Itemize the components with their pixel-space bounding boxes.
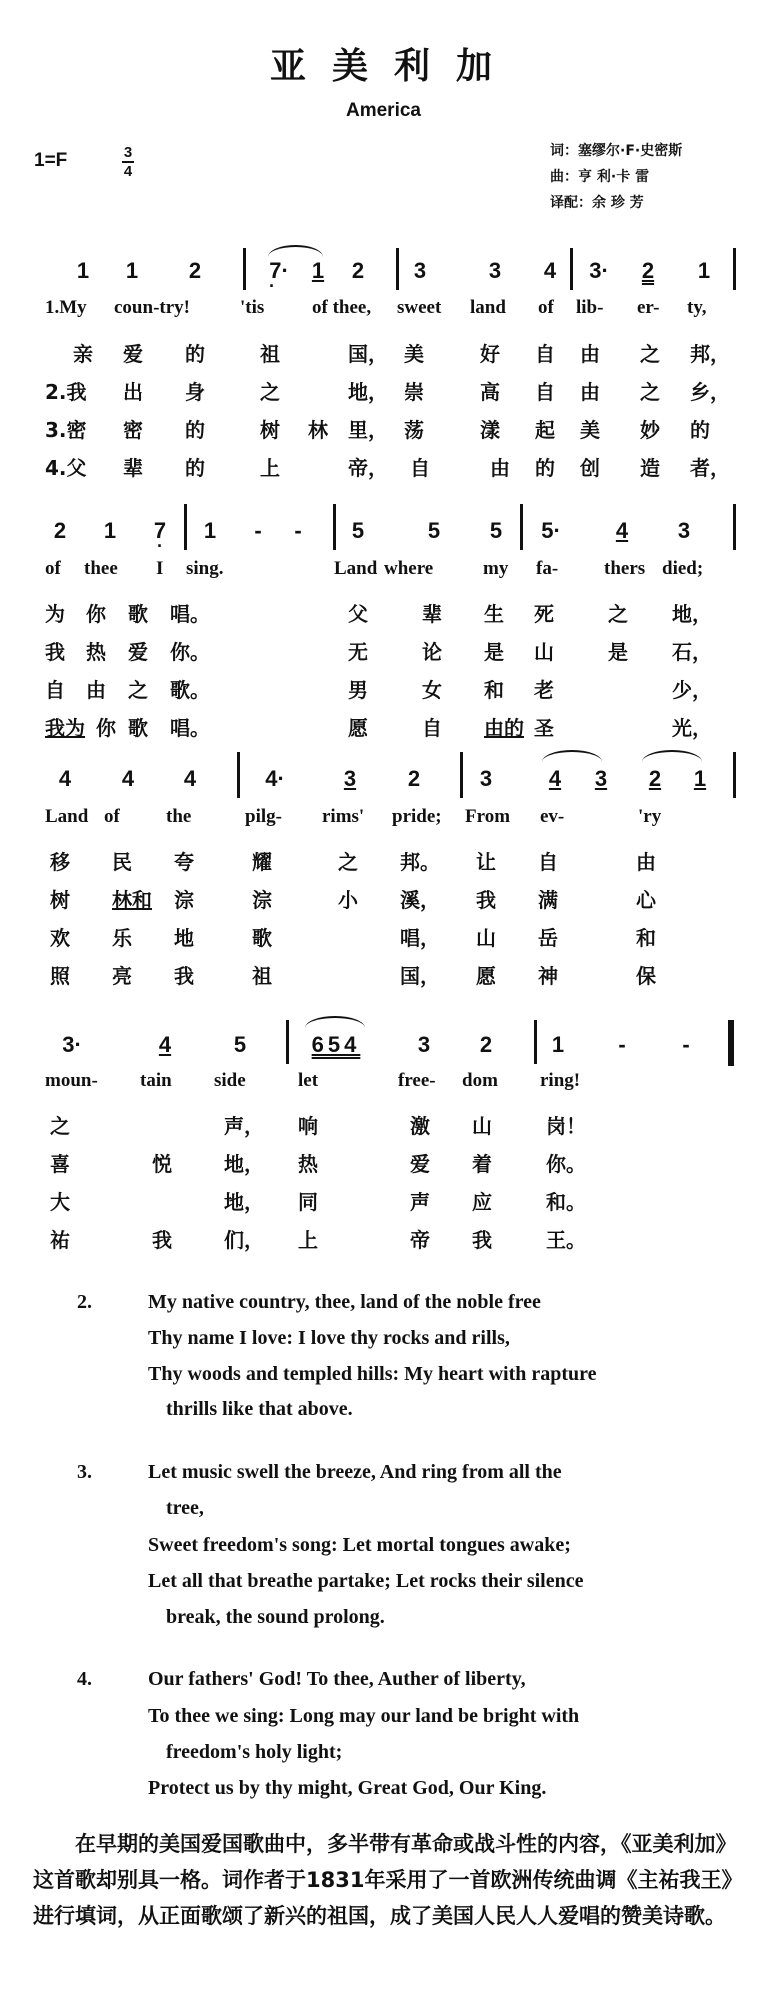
lyric-cn: 我 bbox=[152, 1228, 172, 1252]
lyric-cn: 邦。 bbox=[400, 850, 440, 874]
lyric-en: lib- bbox=[576, 297, 604, 318]
lyric-cn: 圣 bbox=[534, 716, 554, 740]
lyric-cn: 由 bbox=[580, 380, 600, 404]
lyric-en: 'tis bbox=[240, 297, 265, 318]
lyric-cn: 地 bbox=[174, 926, 194, 950]
lyric-cn: 悦 bbox=[152, 1152, 172, 1176]
verse-line: To thee we sing: Long may our land be bright with bbox=[148, 1705, 580, 1727]
note: 654 bbox=[311, 1032, 361, 1057]
lyric-cn: 无 bbox=[348, 640, 368, 664]
lyric-cn: 上 bbox=[298, 1228, 318, 1252]
lyric-cn: 地， bbox=[672, 602, 712, 626]
note: 1 bbox=[76, 258, 90, 283]
lyric-cn: 和 bbox=[484, 678, 504, 702]
lyric-cn: 愿 bbox=[476, 964, 496, 988]
lyric-cn: 邦， bbox=[690, 342, 730, 366]
lyric-cn: 民 bbox=[112, 850, 132, 874]
lyric-cn: 淙 bbox=[252, 888, 272, 912]
note: 3 bbox=[594, 766, 608, 791]
translator-credit: 译配：余 珍 芳 bbox=[550, 195, 644, 211]
note: 2 bbox=[53, 518, 67, 543]
lyric-cn: 乡， bbox=[690, 380, 730, 404]
note: 2 bbox=[641, 258, 655, 283]
lyric-cn: 唱。 bbox=[170, 716, 210, 740]
lyric-cn: 老 bbox=[534, 678, 554, 702]
note: 3 bbox=[488, 258, 502, 283]
lyric-cn: 林 bbox=[308, 418, 328, 442]
lyric-cn: 论 bbox=[422, 640, 442, 664]
lyric-en: ty, bbox=[687, 297, 707, 318]
verse-line: Protect us by thy might, Great God, Our King. bbox=[148, 1777, 547, 1799]
lyric-cn: 漾 bbox=[480, 418, 500, 442]
lyric-cn: 2.我 bbox=[45, 380, 87, 404]
lyric-cn: 帝 bbox=[410, 1228, 430, 1252]
lyric-cn: 小 bbox=[338, 888, 358, 912]
note: 4· bbox=[265, 766, 285, 791]
lyric-cn: 帝， bbox=[348, 456, 388, 480]
lyric-en: 'ry bbox=[638, 806, 662, 827]
lyric-en: Land bbox=[45, 806, 89, 827]
composer-credit: 曲：亨 利·卡 雷 bbox=[550, 169, 650, 185]
time-signature: 3 4 bbox=[123, 144, 133, 180]
lyric-en: let bbox=[298, 1070, 319, 1091]
lyric-en: moun- bbox=[45, 1070, 98, 1091]
lyric-cn: 山 bbox=[534, 640, 554, 664]
note: 5 bbox=[233, 1032, 247, 1057]
lyric-cn: 山 bbox=[476, 926, 496, 950]
lyric-cn: 由 bbox=[86, 678, 106, 702]
final-barline bbox=[728, 1020, 734, 1066]
note: 7· · bbox=[262, 258, 296, 284]
lyric-cn: 激 bbox=[410, 1114, 430, 1138]
lyric-cn: 唱。 bbox=[170, 602, 210, 626]
lyric-en: From bbox=[465, 806, 511, 827]
lyric-cn: 响 bbox=[298, 1114, 318, 1138]
note: 4 bbox=[183, 766, 197, 791]
lyric-cn: 耀 bbox=[252, 850, 272, 874]
lyric-en: thee bbox=[84, 558, 118, 579]
lyric-cn: 王。 bbox=[546, 1228, 586, 1252]
lyric-en: the bbox=[166, 806, 192, 827]
lyric-cn: 的 bbox=[690, 418, 710, 442]
lyric-cn: 由的 bbox=[484, 716, 524, 740]
lyric-cn: 夸 bbox=[174, 850, 194, 874]
note: 4 bbox=[548, 766, 562, 791]
lyric-cn: 我 bbox=[476, 888, 496, 912]
lyric-cn: 照 bbox=[50, 964, 70, 988]
lyric-cn: 荡 bbox=[404, 418, 424, 442]
lyric-cn: 3.密 bbox=[45, 418, 87, 442]
lyric-en: sing. bbox=[186, 558, 224, 579]
lyric-en: of bbox=[104, 806, 120, 827]
song-title-english: America bbox=[346, 100, 421, 121]
lyric-cn: 神 bbox=[538, 964, 558, 988]
lyric-cn: 唱， bbox=[400, 926, 440, 950]
lyric-cn: 应 bbox=[472, 1190, 492, 1214]
lyric-cn: 喜 bbox=[50, 1152, 70, 1176]
verse-line: thrills like that above. bbox=[166, 1398, 353, 1420]
lyric-en: thers bbox=[604, 558, 646, 579]
lyric-cn: 爱 bbox=[410, 1152, 430, 1176]
note: 4 bbox=[543, 258, 557, 283]
note: 2 bbox=[351, 258, 365, 283]
lyric-en: ev- bbox=[540, 806, 565, 827]
lyric-cn: 是 bbox=[608, 640, 628, 664]
note: 5 bbox=[351, 518, 365, 543]
note: 4 bbox=[615, 518, 629, 543]
lyric-cn: 歌 bbox=[128, 602, 148, 626]
lyric-cn: 保 bbox=[636, 964, 656, 988]
lyric-en: fa- bbox=[536, 558, 559, 579]
lyric-cn: 身 bbox=[185, 380, 205, 404]
rest-dash: - bbox=[294, 518, 302, 543]
lyric-cn: 愿 bbox=[348, 716, 368, 740]
lyric-cn: 爱 bbox=[128, 640, 148, 664]
lyric-cn: 自 bbox=[422, 716, 442, 740]
song-description: 在早期的美国爱国歌曲中，多半带有革命或战斗性的内容，《亚美利加》这首歌却别具一格。词作者于1831年采用了一首欧洲传统曲调《主祐我王》进行填词，从正面歌颂了新兴的祖国，成了美国人民人人爱唱的赞美诗歌。 bbox=[33, 1832, 743, 1928]
lyric-en: land bbox=[470, 297, 506, 318]
verse-line: tree, bbox=[166, 1497, 204, 1519]
note: 4 bbox=[58, 766, 72, 791]
lyric-cn: 大 bbox=[50, 1190, 70, 1214]
lyric-cn: 国， bbox=[400, 964, 440, 988]
lyric-cn: 的 bbox=[185, 342, 205, 366]
lyric-cn: 之 bbox=[640, 380, 660, 404]
note: 4 bbox=[158, 1032, 172, 1057]
lyric-en: of thee, bbox=[312, 297, 372, 318]
lyric-en: Land bbox=[334, 558, 378, 579]
lyric-en: dom bbox=[462, 1070, 498, 1091]
lyric-en: sweet bbox=[397, 297, 442, 318]
lyric-cn: 之 bbox=[50, 1114, 70, 1138]
lyric-cn: 上 bbox=[260, 456, 280, 480]
lyric-cn: 由 bbox=[580, 342, 600, 366]
lyric-cn: 你 bbox=[96, 716, 116, 740]
lyric-en: my bbox=[483, 558, 509, 579]
lyric-cn: 山 bbox=[472, 1114, 492, 1138]
lyric-cn: 歌 bbox=[252, 926, 272, 950]
lyric-en: tain bbox=[140, 1070, 172, 1091]
lyric-cn: 歌。 bbox=[170, 678, 210, 702]
note: 3 bbox=[677, 518, 691, 543]
lyric-en: where bbox=[384, 558, 434, 579]
lyric-cn: 乐 bbox=[112, 926, 132, 950]
rest-dash: - bbox=[618, 1032, 626, 1057]
lyric-cn: 们， bbox=[224, 1228, 264, 1252]
verse-line: break, the sound prolong. bbox=[166, 1606, 385, 1628]
lyric-cn: 声 bbox=[410, 1190, 430, 1214]
lyric-en: I bbox=[156, 558, 164, 579]
lyric-cn: 女 bbox=[422, 678, 442, 702]
lyric-cn: 之 bbox=[640, 342, 660, 366]
note: 1 bbox=[551, 1032, 565, 1057]
note: 3· bbox=[589, 258, 609, 283]
lyric-cn: 辈 bbox=[123, 456, 143, 480]
note: 3 bbox=[413, 258, 427, 283]
lyric-cn: 岗！ bbox=[546, 1114, 586, 1138]
lyric-cn: 者， bbox=[690, 456, 730, 480]
note: 1 bbox=[693, 766, 707, 791]
lyric-cn: 4.父 bbox=[45, 456, 87, 480]
lyric-cn: 自 bbox=[535, 342, 555, 366]
lyric-cn: 地， bbox=[224, 1190, 264, 1214]
note: 2 bbox=[188, 258, 202, 283]
lyric-cn: 溪， bbox=[400, 888, 440, 912]
lyric-cn: 我 bbox=[472, 1228, 492, 1252]
lyric-cn: 和。 bbox=[546, 1190, 586, 1214]
lyric-en: 1.My bbox=[45, 297, 87, 318]
note: 4 bbox=[121, 766, 135, 791]
lyric-cn: 我 bbox=[174, 964, 194, 988]
lyric-cn: 林和 bbox=[112, 888, 152, 912]
lyric-cn: 的 bbox=[185, 418, 205, 442]
verse-line: Let all that breathe partake; Let rocks their silence bbox=[148, 1570, 584, 1592]
lyric-cn: 亮 bbox=[112, 964, 132, 988]
lyric-en: rims' bbox=[322, 806, 365, 827]
lyric-cn: 亲 bbox=[73, 342, 93, 366]
lyric-cn: 地， bbox=[348, 380, 388, 404]
lyric-en: er- bbox=[637, 297, 660, 318]
note: 1 bbox=[103, 518, 117, 543]
lyric-cn: 祖 bbox=[252, 964, 272, 988]
lyric-cn: 你 bbox=[86, 602, 106, 626]
lyric-cn: 光， bbox=[672, 716, 712, 740]
lyric-cn: 里， bbox=[348, 418, 388, 442]
lyric-cn: 欢 bbox=[50, 926, 70, 950]
lyric-cn: 美 bbox=[580, 418, 600, 442]
lyric-cn: 起 bbox=[535, 418, 555, 442]
note: 5· bbox=[541, 518, 561, 543]
lyric-cn: 美 bbox=[404, 342, 424, 366]
rest-dash: - bbox=[682, 1032, 690, 1057]
lyric-cn: 自 bbox=[45, 678, 65, 702]
lyric-en: pride; bbox=[392, 806, 442, 827]
lyric-cn: 父 bbox=[348, 602, 368, 626]
lyric-cn: 树 bbox=[260, 418, 280, 442]
lyric-cn: 之 bbox=[128, 678, 148, 702]
lyric-cn: 之 bbox=[338, 850, 358, 874]
lyric-cn: 热 bbox=[86, 640, 106, 664]
lyric-cn: 你。 bbox=[170, 640, 210, 664]
note: 2 bbox=[648, 766, 662, 791]
note: 3 bbox=[417, 1032, 431, 1057]
lyric-cn: 辈 bbox=[422, 602, 442, 626]
lyric-cn: 由 bbox=[490, 456, 510, 480]
lyric-cn: 崇 bbox=[404, 380, 424, 404]
lyric-en: pilg- bbox=[245, 806, 282, 827]
note: 1 bbox=[311, 258, 325, 283]
lyric-cn: 男 bbox=[348, 678, 368, 702]
lyric-en: of bbox=[538, 297, 554, 318]
lyric-cn: 国， bbox=[348, 342, 388, 366]
key-signature: 1=F bbox=[34, 150, 68, 171]
lyric-en: of bbox=[45, 558, 61, 579]
lyric-cn: 我为 bbox=[45, 716, 85, 740]
verse-line: freedom's holy light; bbox=[166, 1741, 343, 1763]
rest-dash: - bbox=[254, 518, 262, 543]
lyric-cn: 你。 bbox=[546, 1152, 586, 1176]
lyric-cn: 我 bbox=[45, 640, 65, 664]
verse-line: Our fathers' God! To thee, Auther of liberty, bbox=[148, 1668, 526, 1690]
note: 1 bbox=[203, 518, 217, 543]
lyric-cn: 好 bbox=[480, 342, 500, 366]
lyric-en: coun-try! bbox=[114, 297, 190, 318]
lyric-cn: 死 bbox=[534, 602, 554, 626]
lyric-cn: 岳 bbox=[538, 926, 558, 950]
verse-line: Let music swell the breeze, And ring from all the bbox=[148, 1461, 562, 1483]
lyric-cn: 满 bbox=[538, 888, 558, 912]
note: 5 bbox=[489, 518, 503, 543]
lyric-cn: 出 bbox=[123, 380, 143, 404]
lyric-cn: 声， bbox=[224, 1114, 264, 1138]
lyric-cn: 密 bbox=[123, 418, 143, 442]
lyric-cn: 的 bbox=[185, 456, 205, 480]
lyric-cn: 为 bbox=[45, 602, 65, 626]
lyric-cn: 祐 bbox=[50, 1228, 70, 1252]
lyric-cn: 地， bbox=[224, 1152, 264, 1176]
lyric-en: free- bbox=[398, 1070, 436, 1091]
lyric-cn: 之 bbox=[260, 380, 280, 404]
lyric-cn: 同 bbox=[298, 1190, 318, 1214]
verse-line: Sweet freedom's song: Let mortal tongues awake; bbox=[148, 1534, 571, 1556]
verse-line: My native country, thee, land of the noble free bbox=[148, 1291, 541, 1313]
lyric-cn: 移 bbox=[50, 850, 70, 874]
lyric-cn: 造 bbox=[640, 456, 660, 480]
note: 7 · bbox=[150, 518, 170, 544]
lyric-en: side bbox=[214, 1070, 246, 1091]
lyric-cn: 歌 bbox=[128, 716, 148, 740]
song-title-chinese: 亚美利加 bbox=[270, 45, 519, 87]
lyric-cn: 由 bbox=[636, 850, 656, 874]
note: 2 bbox=[407, 766, 421, 791]
lyric-cn: 的 bbox=[535, 456, 555, 480]
lyric-cn: 自 bbox=[538, 850, 558, 874]
lyric-cn: 少， bbox=[672, 678, 712, 702]
note: 3 bbox=[343, 766, 357, 791]
note: 3 bbox=[479, 766, 493, 791]
lyric-cn: 树 bbox=[50, 888, 70, 912]
note: 5 bbox=[427, 518, 441, 543]
lyric-cn: 自 bbox=[410, 456, 430, 480]
lyric-cn: 妙 bbox=[640, 418, 660, 442]
lyric-cn: 让 bbox=[476, 850, 496, 874]
lyric-cn: 心 bbox=[636, 888, 656, 912]
lyric-cn: 生 bbox=[484, 602, 504, 626]
lyric-cn: 是 bbox=[484, 640, 504, 664]
lyric-cn: 和 bbox=[636, 926, 656, 950]
verse-line: Thy woods and templed hills: My heart with rapture bbox=[148, 1363, 597, 1385]
lyric-cn: 着 bbox=[472, 1152, 492, 1176]
lyric-cn: 高 bbox=[480, 380, 500, 404]
lyric-cn: 石， bbox=[672, 640, 712, 664]
lyric-cn: 爱 bbox=[123, 342, 143, 366]
lyric-cn: 祖 bbox=[260, 342, 280, 366]
verse-line: Thy name I love: I love thy rocks and rills, bbox=[148, 1327, 510, 1349]
lyric-cn: 创 bbox=[580, 456, 600, 480]
note: 2 bbox=[479, 1032, 493, 1057]
lyric-cn: 自 bbox=[535, 380, 555, 404]
note: 1 bbox=[697, 258, 711, 283]
note: 1 bbox=[125, 258, 139, 283]
lyric-cn: 热 bbox=[298, 1152, 318, 1176]
lyric-cn: 淙 bbox=[174, 888, 194, 912]
note: 3· bbox=[62, 1032, 82, 1057]
lyric-en: died; bbox=[662, 558, 704, 579]
lyric-cn: 之 bbox=[608, 602, 628, 626]
lyricist-credit: 词：塞缪尔·F·史密斯 bbox=[550, 143, 683, 159]
lyric-en: ring! bbox=[540, 1070, 581, 1091]
